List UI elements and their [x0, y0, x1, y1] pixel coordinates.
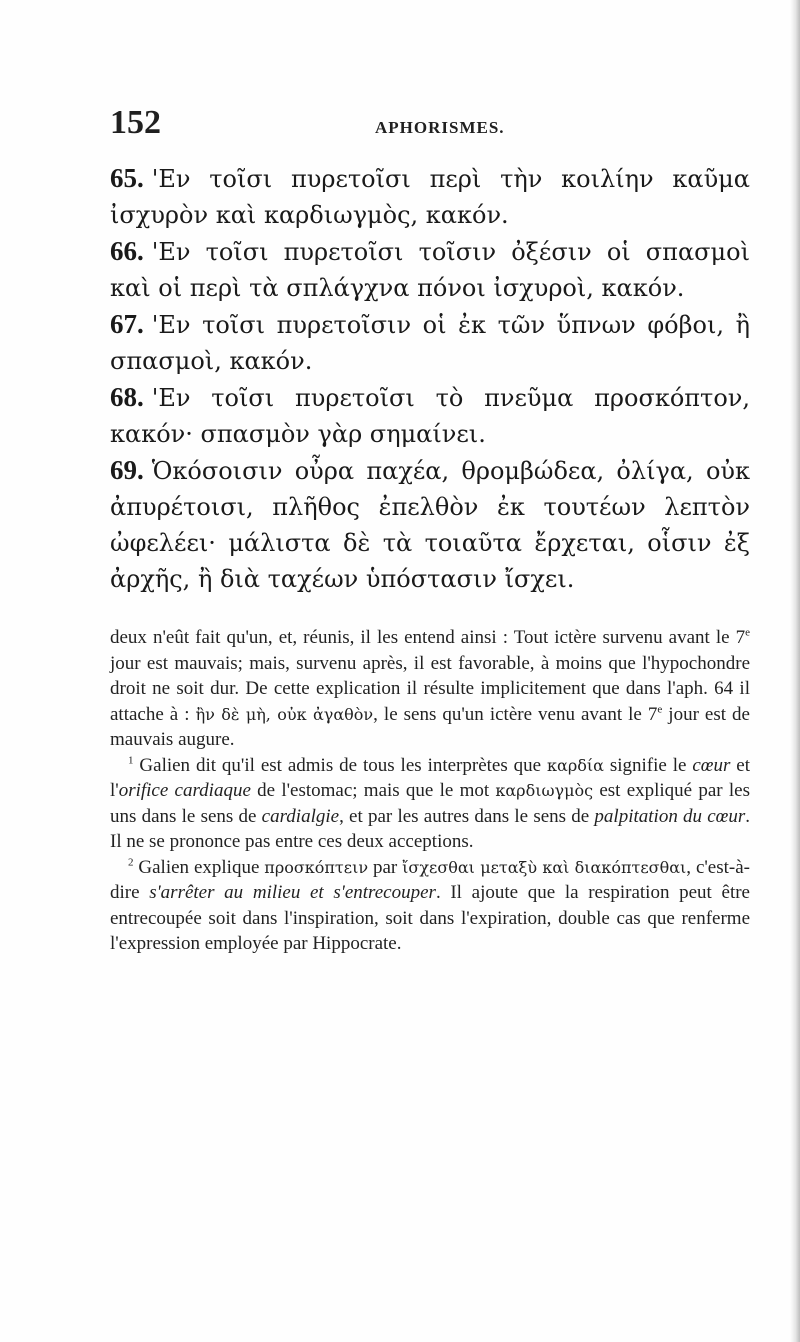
aphorism-67	[110, 306, 750, 379]
commentary-text: jour est mauvais; mais, survenu après, il est favorable, à moins que l'hypochondre droit ne soit dur. De cette explication il résulte implicitement que dans l'aph. 64 il attache à :	[110, 652, 750, 725]
footnote-text: . Il ne se prononce pas entre ces deux acceptions.	[110, 805, 750, 852]
aphorism-text: 'Εν τοῖσι πυρετοῖσιν οἱ ἐκ τῶν ὕπνων φόβοι, ἢ σπασμοὶ, κακόν.	[110, 311, 750, 375]
footnote-marker: 2	[128, 856, 134, 869]
greek-aphorisms	[110, 160, 750, 597]
footnote-1	[110, 753, 750, 855]
footnote-text: Galien explique	[133, 856, 265, 878]
aphorism-number: 65.	[110, 163, 144, 193]
footnote-text: Galien dit qu'il est admis de tous les interprètes que	[133, 754, 548, 776]
page-header	[110, 104, 740, 148]
italic-term: cœur	[692, 754, 731, 776]
footnote-text: . Il ajoute que la respiration peut être entrecoupée soit dans l'inspiration, soit dans l'expiration, double cas que renferme l'expression employée par Hippocrate.	[110, 882, 750, 954]
aphorism-number: 69.	[110, 455, 144, 485]
aphorism-66	[110, 233, 750, 306]
commentary-text: , le sens qu'un ictère venu avant le 7	[373, 703, 658, 725]
aphorism-65	[110, 160, 750, 233]
footnote-text: , et par les autres dans le sens de	[339, 805, 595, 827]
commentary-text: jour est de mauvais augure.	[110, 703, 750, 750]
aphorism-text: 'Εν τοῖσι πυρετοῖσι τοῖσιν ὀξέσιν οἱ σπασμοὶ καὶ οἱ περὶ τὰ σπλάγχνα πόνοι ἰσχυροὶ, κακόν.	[110, 238, 750, 302]
aphorism-number: 66.	[110, 236, 144, 266]
footnote-marker: 1	[128, 754, 134, 767]
italic-term: s'arrêter au milieu et s'entrecouper	[149, 882, 436, 903]
running-title: APHORISMES.	[375, 118, 505, 137]
commentary-paragraph	[110, 625, 750, 753]
italic-term: orifice cardiaque	[118, 780, 251, 801]
footnote-text: et l'	[110, 754, 750, 801]
footnote-text: par	[368, 856, 403, 878]
footnote-2	[110, 855, 750, 957]
aphorism-text: 'Εν τοῖσι πυρετοῖσι τὸ πνεῦμα προσκόπτον, κακόν· σπασμὸν γὰρ σημαίνει.	[110, 384, 750, 448]
commentary-text: deux n'eût fait qu'un, et, réunis, il les entend ainsi : Tout ictère survenu avant le 7	[110, 627, 746, 648]
footnote-text: est expliqué par les uns dans le sens de	[110, 780, 750, 827]
italic-term: cardialgie	[261, 805, 340, 827]
page-number: 152	[110, 104, 161, 141]
superscript: e	[745, 626, 750, 639]
greek-word: καρδιωγμὸς	[495, 781, 594, 800]
aphorism-text: 'Εν τοῖσι πυρετοῖσι περὶ τὴν κοιλίην καῦμα ἰσχυρὸν καὶ καρδιωγμὸς, κακόν.	[110, 165, 750, 229]
aphorism-number: 67.	[110, 309, 144, 339]
italic-term: palpitation du cœur	[594, 805, 746, 827]
aphorism-text: Ὁκόσοισιν οὖρα παχέα, θρομβώδεα, ὀλίγα, οὐκ ἀπυρέτοισι, πλῆθος ἐπελθὸν ἐκ τουτέων λεπτὸν ὠφελέει· μάλιστα δὲ τὰ τοιαῦτα ἔρχεται, οἷσιν ἐξ ἀρχῆς, ἢ διὰ ταχέων ὑπόστασιν ἴσχει.	[110, 457, 750, 593]
greek-phrase: ἴσχεσθαι μεταξὺ καὶ διακόπτεσθαι	[402, 857, 687, 877]
aphorism-number: 68.	[110, 382, 144, 412]
aphorism-68	[110, 379, 750, 452]
footnote-text: de l'estomac; mais que le mot	[250, 780, 496, 801]
page-edge	[790, 0, 800, 1342]
superscript: e	[657, 703, 663, 716]
french-commentary	[110, 625, 750, 957]
footnote-text: signifie le	[603, 754, 693, 776]
greek-quote: ἢν δὲ μὴ, οὐκ ἀγαθὸν	[195, 704, 374, 724]
greek-word: προσκόπτειν	[264, 857, 369, 877]
footnote-text: , c'est-à-dire	[110, 856, 750, 903]
aphorism-69	[110, 452, 750, 597]
greek-word: καρδία	[547, 755, 604, 775]
